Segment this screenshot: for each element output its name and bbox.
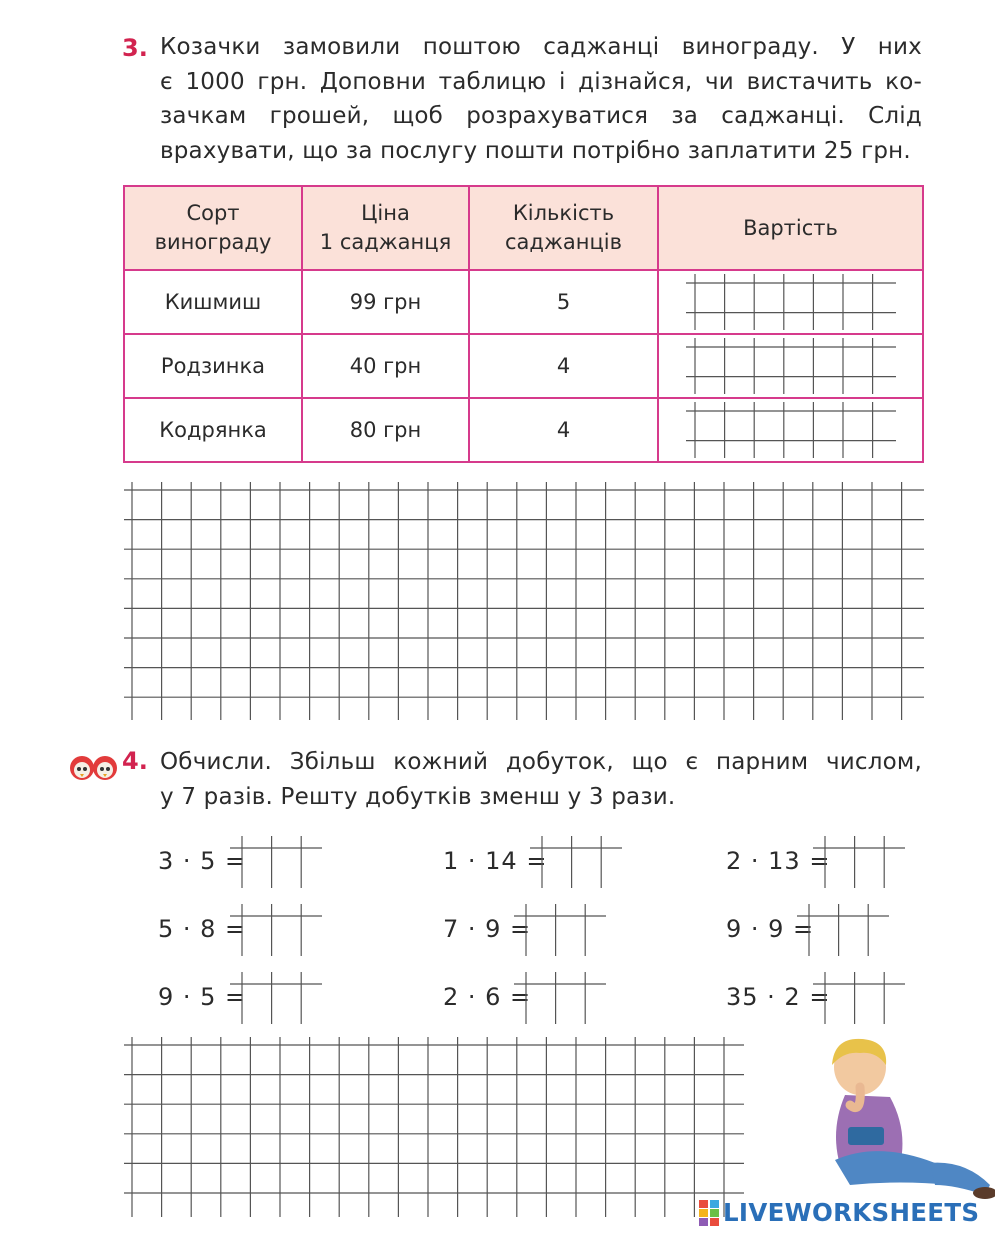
task-3-line-1: Козачки замовили поштою саджанці винограду. У них bbox=[160, 34, 922, 60]
cost-answer-field[interactable] bbox=[658, 270, 923, 334]
table-row bbox=[124, 398, 923, 462]
expression: 2 · 6 = bbox=[443, 983, 532, 1011]
work-grid-task-4[interactable] bbox=[124, 1037, 744, 1217]
cost-answer-field[interactable] bbox=[658, 398, 923, 462]
brand-text: LIVEWORKSHEETS bbox=[723, 1198, 980, 1227]
expression: 3 · 5 = bbox=[158, 847, 247, 875]
expression: 5 · 8 = bbox=[158, 915, 247, 943]
table-header-row bbox=[124, 186, 923, 270]
header-variety: Сорт винограду bbox=[124, 186, 302, 270]
row-variety: Родзинка bbox=[124, 334, 302, 398]
liveworksheets-logo bbox=[697, 1197, 993, 1229]
answer-cells[interactable] bbox=[797, 904, 889, 956]
row-variety: Кодрянка bbox=[124, 398, 302, 462]
header-quantity: Кількість саджанців bbox=[469, 186, 658, 270]
task-3-line-3: зачкам грошей, щоб розрахуватися за саджанці. Слід bbox=[160, 103, 922, 129]
expression: 2 · 13 = bbox=[726, 847, 831, 875]
owls-icon bbox=[68, 750, 120, 786]
answer-cells[interactable] bbox=[230, 904, 322, 956]
header-cost: Вартість bbox=[658, 186, 923, 270]
header-price: Ціна 1 саджанця bbox=[302, 186, 469, 270]
task-3-line-4: врахувати, що за послугу пошти потрібно заплатити 25 грн. bbox=[160, 137, 911, 164]
task-3-line-2: є 1000 грн. Доповни таблицю і дізнайся, чи вистачить ко- bbox=[160, 68, 922, 95]
task-4-number: 4. bbox=[122, 747, 148, 775]
row-price: 80 грн bbox=[302, 398, 469, 462]
expression: 1 · 14 = bbox=[443, 847, 548, 875]
answer-cells[interactable] bbox=[813, 972, 905, 1024]
answer-cells[interactable] bbox=[813, 836, 905, 888]
row-variety: Кишмиш bbox=[124, 270, 302, 334]
answer-cells[interactable] bbox=[230, 836, 322, 888]
answer-cells[interactable] bbox=[530, 836, 622, 888]
grapes-table bbox=[123, 185, 924, 463]
task-3-number: 3. bbox=[122, 34, 148, 62]
work-grid-task-3[interactable] bbox=[124, 482, 924, 720]
task-4-line-2: у 7 разів. Решту добутків зменш у 3 рази. bbox=[160, 783, 676, 810]
answer-cells[interactable] bbox=[230, 972, 322, 1024]
cost-answer-field[interactable] bbox=[658, 334, 923, 398]
boy-illustration bbox=[790, 1035, 995, 1200]
answer-cells[interactable] bbox=[514, 904, 606, 956]
answer-cells[interactable] bbox=[514, 972, 606, 1024]
expression: 9 · 5 = bbox=[158, 983, 247, 1011]
row-price: 99 грн bbox=[302, 270, 469, 334]
row-price: 40 грн bbox=[302, 334, 469, 398]
expression: 7 · 9 = bbox=[443, 915, 532, 943]
expression: 35 · 2 = bbox=[726, 983, 831, 1011]
row-qty: 5 bbox=[469, 270, 658, 334]
task-4-text bbox=[160, 745, 922, 814]
task-3-text bbox=[160, 30, 922, 168]
task-4-line-1: Обчисли. Збільш кожний добуток, що є парним числом, bbox=[160, 749, 922, 775]
table-row bbox=[124, 334, 923, 398]
expression: 9 · 9 = bbox=[726, 915, 815, 943]
logo-icon bbox=[697, 1198, 721, 1228]
table-row bbox=[124, 270, 923, 334]
row-qty: 4 bbox=[469, 334, 658, 398]
row-qty: 4 bbox=[469, 398, 658, 462]
